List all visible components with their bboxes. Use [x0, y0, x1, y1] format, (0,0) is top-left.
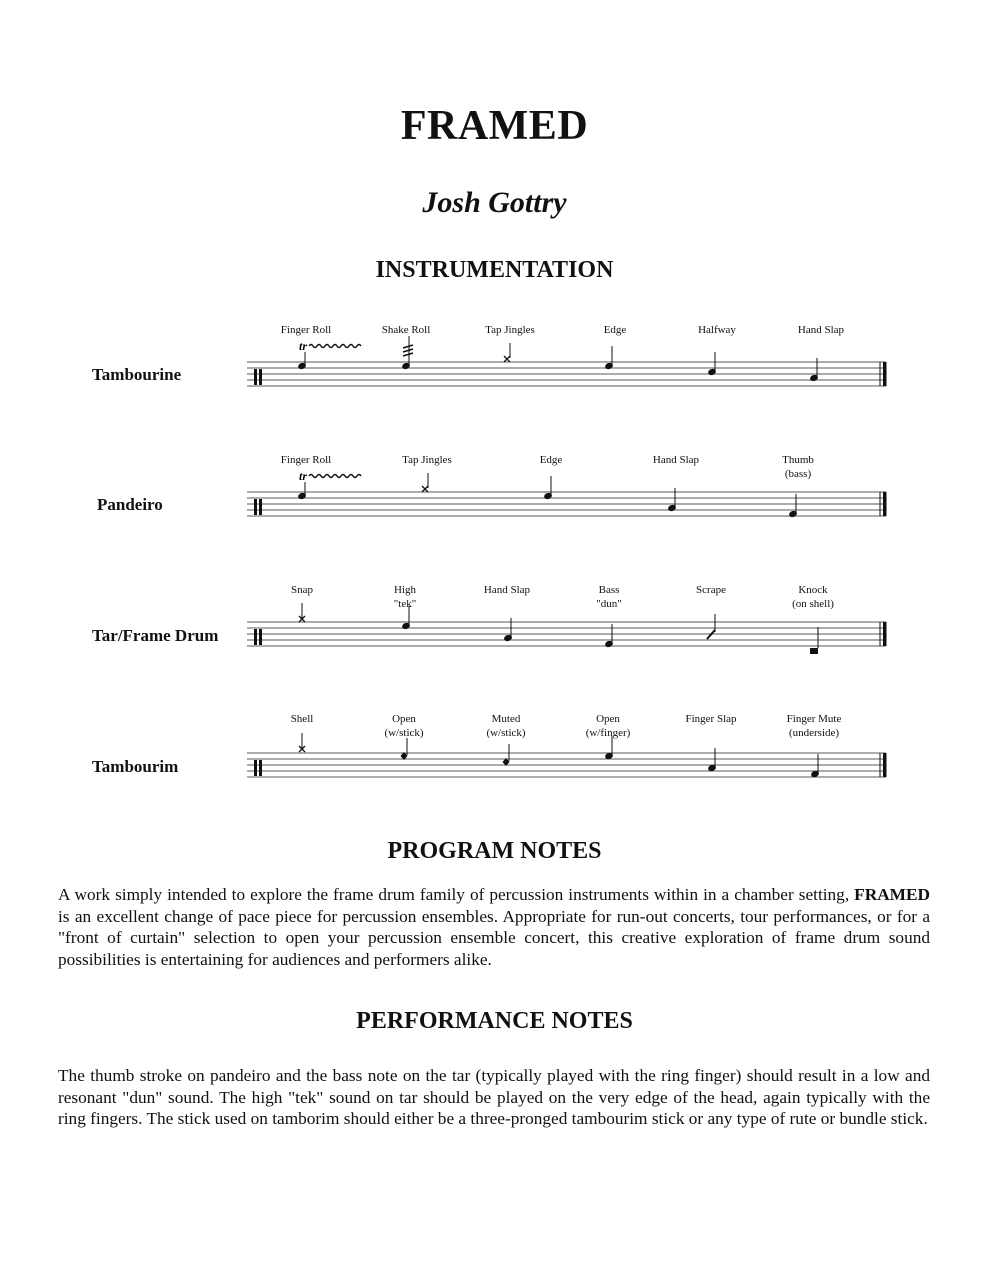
- program-notes-heading: PROGRAM NOTES: [387, 838, 602, 864]
- x-notehead: [504, 343, 510, 362]
- piece-title: FRAMED: [400, 103, 589, 149]
- sound-label: Snap: [291, 584, 313, 596]
- instrumentation-heading: INSTRUMENTATION: [375, 257, 614, 283]
- sound-label: Muted (w/stick): [486, 713, 526, 739]
- note-high-tek: [401, 606, 411, 630]
- diamond-notehead: [401, 738, 408, 760]
- staff-pandeiro: [247, 469, 887, 518]
- sound-label: Tap Jingles: [485, 324, 535, 336]
- sound-label: Edge: [539, 454, 563, 466]
- program-notes-emphasis: FRAMED: [854, 885, 930, 904]
- sound-label: Scrape: [696, 584, 726, 596]
- instrument-label-pandeiro: Pandeiro: [97, 495, 163, 514]
- sound-label: Finger Roll: [280, 454, 332, 466]
- instrument-label-tar-frame-drum: Tar/Frame Drum: [92, 626, 219, 645]
- x-notehead: [422, 473, 428, 492]
- sound-label: Halfway: [698, 324, 736, 336]
- sound-label: Open (w/finger): [585, 713, 631, 739]
- slash-notehead: [707, 614, 715, 639]
- x-notehead: [299, 603, 305, 622]
- final-barline: [883, 622, 887, 646]
- percussion-clef: [254, 760, 257, 776]
- note-halfway: [707, 352, 717, 376]
- sound-label: Shake Roll: [381, 324, 431, 336]
- finger-roll-note: [297, 469, 361, 500]
- instrument-label-tambourim: Tambourim: [92, 757, 179, 776]
- sound-label: Hand Slap: [483, 584, 531, 596]
- sound-label: Thumb (bass): [782, 454, 814, 480]
- note-finger-mute: [810, 754, 820, 778]
- sound-label: Bass "dun": [596, 584, 622, 610]
- performance-notes-heading: PERFORMANCE NOTES: [356, 1008, 633, 1034]
- final-barline: [883, 492, 887, 516]
- square-notehead: [810, 627, 818, 654]
- composer-name: Josh Gottry: [422, 186, 567, 219]
- sound-label: Hand Slap: [652, 454, 700, 466]
- finger-roll-note: [297, 339, 361, 370]
- x-notehead: [299, 733, 305, 752]
- svg-text:tr: tr: [299, 469, 308, 483]
- sound-label: High "tek": [393, 584, 417, 610]
- note-finger-slap: [707, 748, 717, 772]
- sound-label: Edge: [603, 324, 627, 336]
- performance-notes-text: The thumb stroke on pandeiro and the bass note on the tar (typically played with the ring finger) should result in a low and resonant "dun" sound. The high "tek" sound on tar should be played on the very edge of the head, again typically with the ring fingers. The stick used on tamborim should either be a three-pronged tambourim stick or any type of rute or bundle stick.: [58, 1066, 930, 1128]
- final-barline: [883, 362, 887, 386]
- staff-tar-frame-drum: [247, 603, 887, 654]
- svg-text:tr: tr: [299, 339, 308, 353]
- sound-label: Finger Slap: [685, 713, 737, 725]
- program-notes-text: A work simply intended to explore the frame drum family of percussion instruments within in a chamber setting, FRAMED is an excellent change of pace piece for percussion ensembles. Appropriate for run-out concerts, tour performances, or for a "front of curtain" selection to open your percussion ensemble concert, this creative exploration of frame drum sound possibilities is entertaining for audiences and performers alike.: [58, 885, 930, 969]
- staff-tambourine: [247, 336, 887, 386]
- percussion-clef: [254, 499, 257, 515]
- sound-label: Open (w/stick): [384, 713, 424, 739]
- note-edge: [604, 346, 614, 370]
- sound-label: Hand Slap: [797, 324, 845, 336]
- sound-label: Knock (on shell): [792, 584, 834, 610]
- note-edge: [543, 476, 553, 500]
- staff-tambourim: [247, 733, 887, 778]
- sound-label: Shell: [290, 713, 314, 725]
- instrument-label-tambourine: Tambourine: [92, 365, 182, 384]
- sound-label: Tap Jingles: [402, 454, 452, 466]
- diamond-notehead: [503, 744, 510, 766]
- percussion-clef: [254, 629, 257, 645]
- shake-roll-note: [401, 336, 413, 370]
- final-barline: [883, 753, 887, 777]
- sound-label: Finger Roll: [280, 324, 332, 336]
- percussion-clef: [254, 369, 257, 385]
- note-open-finger: [604, 736, 614, 760]
- sound-label: Finger Mute (underside): [786, 713, 842, 739]
